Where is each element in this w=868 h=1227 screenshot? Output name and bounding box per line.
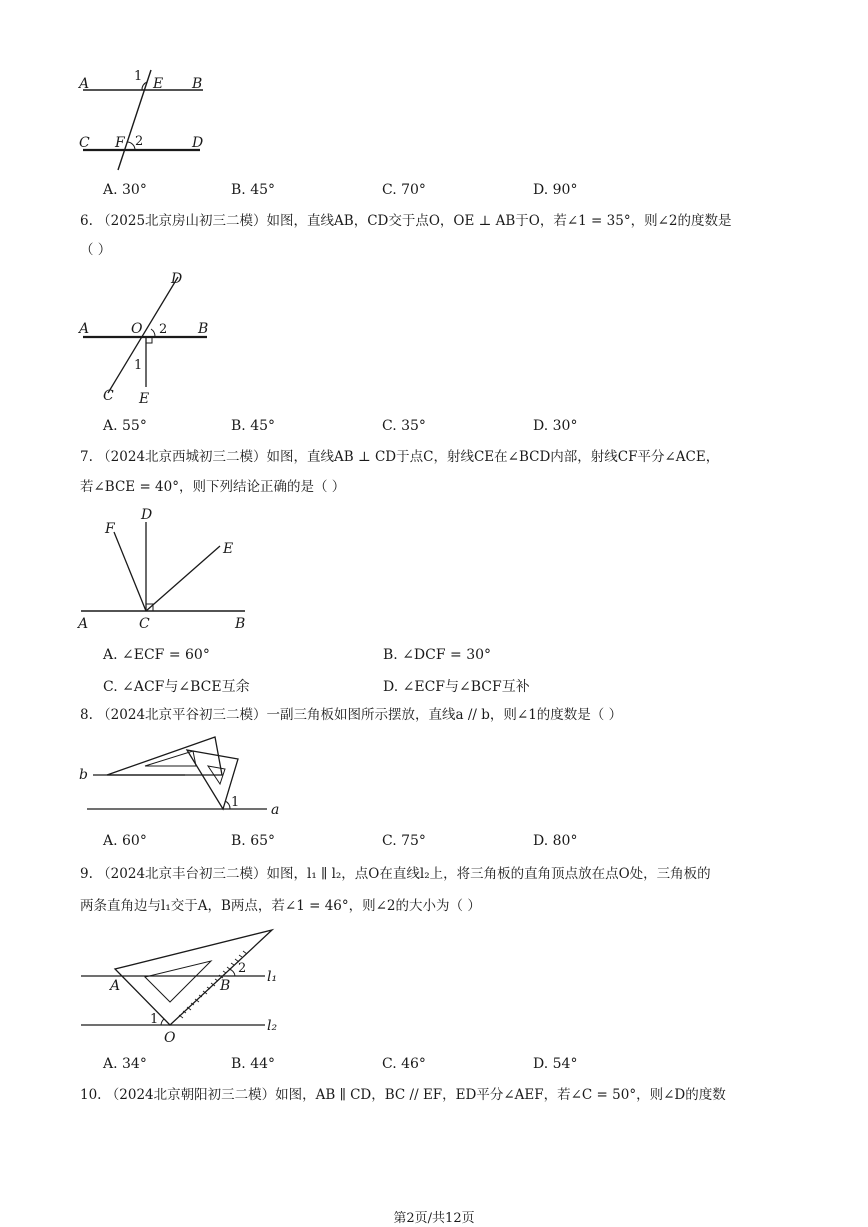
q8-figure bbox=[75, 728, 290, 823]
q6-option-d: D. 30° bbox=[533, 418, 578, 434]
label-1: 1 bbox=[134, 69, 143, 84]
label-1: 1 bbox=[134, 358, 143, 373]
label-d: D bbox=[141, 507, 153, 523]
label-a: A bbox=[79, 321, 90, 337]
label-a: A bbox=[110, 978, 121, 994]
q10-stem-line1: 10. （2024北京朝阳初三二模）如图，AB ∥ CD，BC // EF，ED平分∠AEF，若∠C = 50°，则∠D的度数 bbox=[80, 1087, 726, 1103]
q7-option-d: D. ∠ECF与∠BCF互补 bbox=[383, 679, 530, 695]
q8-option-c: C. 75° bbox=[382, 833, 426, 849]
q8-stem-line1: 8. （2024北京平谷初三二模）一副三角板如图所示摆放，直线a // b，则∠1的度数是（ ） bbox=[80, 707, 623, 723]
q5-figure bbox=[75, 65, 215, 175]
label-l2: l₂ bbox=[267, 1018, 278, 1034]
ray-cf bbox=[114, 532, 146, 611]
ray-ce bbox=[146, 546, 220, 611]
label-c: C bbox=[139, 616, 150, 632]
q9-stem-line2: 两条直角边与l₁交于A，B两点，若∠1 = 46°，则∠2的大小为（ ） bbox=[80, 898, 481, 914]
q6-option-a: A. 55° bbox=[103, 418, 147, 434]
label-l1: l₁ bbox=[267, 969, 278, 985]
label-2: 2 bbox=[238, 961, 247, 976]
angle-2-arc bbox=[127, 142, 135, 150]
q6-option-b: B. 45° bbox=[231, 418, 276, 434]
triangle-ruler-large bbox=[107, 737, 222, 775]
q9-option-d: D. 54° bbox=[533, 1056, 578, 1072]
triangle-ruler bbox=[115, 930, 272, 1025]
q7-option-c: C. ∠ACF与∠BCE互余 bbox=[103, 679, 250, 695]
label-o: O bbox=[131, 321, 143, 337]
label-b: B bbox=[235, 616, 246, 632]
label-o: O bbox=[164, 1030, 176, 1046]
q9-option-b: B. 44° bbox=[231, 1056, 276, 1072]
label-a: a bbox=[271, 802, 280, 818]
q7-option-a: A. ∠ECF = 60° bbox=[103, 647, 210, 663]
angle-1-arc bbox=[225, 801, 230, 809]
label-a: A bbox=[78, 616, 89, 632]
q7-stem-line2: 若∠BCE = 40°，则下列结论正确的是（ ） bbox=[80, 479, 346, 495]
q5-option-a: A. 30° bbox=[103, 182, 147, 198]
line-cd bbox=[108, 277, 178, 393]
q6-figure bbox=[75, 265, 225, 410]
label-2: 2 bbox=[159, 322, 168, 337]
label-b: B bbox=[192, 76, 203, 92]
q7-option-b: B. ∠DCF = 30° bbox=[383, 647, 492, 663]
q8-option-b: B. 65° bbox=[231, 833, 276, 849]
page-number: 第2页/共12页 bbox=[393, 1211, 475, 1226]
label-1: 1 bbox=[150, 1012, 159, 1027]
q8-option-a: A. 60° bbox=[103, 833, 147, 849]
label-a: A bbox=[79, 76, 90, 92]
q9-option-a: A. 34° bbox=[103, 1056, 147, 1072]
q5-option-d: D. 90° bbox=[533, 182, 578, 198]
label-f: F bbox=[115, 135, 125, 151]
q5-option-b: B. 45° bbox=[231, 182, 276, 198]
q9-option-c: C. 46° bbox=[382, 1056, 426, 1072]
label-c: C bbox=[103, 388, 114, 404]
q6-stem-line1: 6. （2025北京房山初三二模）如图，直线AB，CD交于点O，OE ⊥ AB于O，若∠1 = 35°，则∠2的度数是 bbox=[80, 213, 732, 229]
label-e: E bbox=[139, 391, 150, 407]
q5-option-c: C. 70° bbox=[382, 182, 426, 198]
angle-2-arc bbox=[151, 329, 155, 337]
q6-stem-line2: （ ） bbox=[80, 242, 112, 258]
q7-figure bbox=[75, 500, 255, 635]
label-b: B bbox=[220, 978, 231, 994]
q8-option-d: D. 80° bbox=[533, 833, 578, 849]
label-b: b bbox=[79, 767, 88, 783]
label-e: E bbox=[153, 76, 164, 92]
label-2: 2 bbox=[135, 134, 144, 149]
q7-stem-line1: 7. （2024北京西城初三二模）如图，直线AB ⊥ CD于点C，射线CE在∠BCD内部，射线CF平分∠ACE， bbox=[80, 449, 720, 465]
q6-option-c: C. 35° bbox=[382, 418, 426, 434]
label-d: D bbox=[192, 135, 204, 151]
label-f: F bbox=[105, 521, 115, 537]
label-c: C bbox=[79, 135, 90, 151]
q9-stem-line1: 9. （2024北京丰台初三二模）如图，l₁ ∥ l₂，点O在直线l₂上，将三角板的直角顶点放在点O处，三角板的 bbox=[80, 866, 711, 882]
q9-figure bbox=[75, 924, 290, 1049]
transversal bbox=[118, 70, 151, 170]
angle-1-arc bbox=[161, 1019, 164, 1025]
label-d: D bbox=[171, 271, 183, 287]
label-b: B bbox=[198, 321, 209, 337]
label-e: E bbox=[223, 541, 234, 557]
label-1: 1 bbox=[231, 795, 240, 810]
